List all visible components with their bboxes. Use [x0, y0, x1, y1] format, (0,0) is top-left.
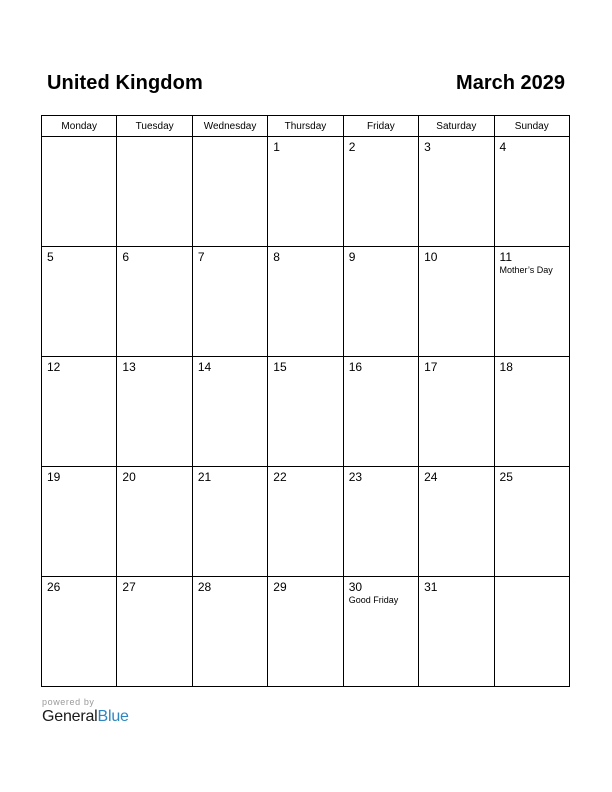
day-cell [343, 137, 418, 247]
day-cell [419, 137, 494, 247]
day-number: 20 [122, 470, 136, 484]
weekday-saturday: Saturday [419, 116, 494, 137]
day-number: 25 [499, 470, 513, 484]
day-number: 21 [197, 470, 212, 484]
day-number [42, 137, 116, 141]
day-cell [419, 357, 494, 467]
day-number: 23 [348, 470, 363, 484]
day-number: 2 [348, 140, 356, 154]
day-cell [343, 467, 418, 577]
day-number: 26 [47, 580, 61, 594]
day-cell [42, 577, 117, 687]
day-cell [192, 247, 267, 357]
day-number: 4 [499, 140, 507, 154]
day-cell [268, 247, 343, 357]
day-number [495, 577, 569, 581]
day-number: 27 [122, 580, 136, 594]
day-cell [494, 577, 569, 687]
day-cell [42, 137, 117, 247]
day-number: 19 [47, 470, 61, 484]
country-title: United Kingdom [47, 72, 203, 94]
day-number: 30 [348, 580, 363, 594]
day-number: 8 [273, 250, 280, 264]
holiday-label: Good Friday [348, 595, 399, 605]
day-number: 13 [122, 360, 136, 374]
day-number: 5 [47, 250, 54, 264]
holiday-label: Mother’s Day [499, 265, 553, 275]
logo-text-general: General [42, 708, 98, 725]
day-number: 3 [424, 140, 431, 154]
day-cell [343, 577, 418, 687]
day-cell [192, 137, 267, 247]
day-cell [117, 577, 192, 687]
day-number: 31 [424, 580, 438, 594]
day-cell [343, 357, 418, 467]
day-number: 24 [424, 470, 438, 484]
day-cell [343, 247, 418, 357]
day-number: 18 [499, 360, 513, 374]
day-cell [419, 577, 494, 687]
day-cell [494, 467, 569, 577]
day-number: 1 [273, 140, 280, 154]
week-row [42, 137, 570, 247]
week-row [42, 357, 570, 467]
day-cell [494, 137, 569, 247]
day-cell [42, 247, 117, 357]
day-cell [419, 467, 494, 577]
week-row [42, 247, 570, 357]
day-number: 22 [273, 470, 287, 484]
day-number: 10 [424, 250, 438, 264]
day-cell [117, 137, 192, 247]
weekday-thursday: Thursday [268, 116, 343, 137]
day-cell [42, 357, 117, 467]
day-number: 9 [348, 250, 356, 264]
day-number [193, 137, 267, 141]
day-cell [268, 357, 343, 467]
weekday-tuesday: Tuesday [117, 116, 192, 137]
calendar-grid [41, 115, 570, 687]
day-cell [192, 577, 267, 687]
day-cell [494, 247, 569, 357]
day-number: 14 [197, 360, 212, 374]
month-title: March 2029 [456, 72, 565, 94]
week-row [42, 577, 570, 687]
weekday-friday: Friday [343, 116, 418, 137]
day-number: 11 [499, 250, 512, 264]
week-row [42, 467, 570, 577]
day-cell [494, 357, 569, 467]
generalblue-logo[interactable] [42, 708, 129, 726]
logo-text-blue: Blue [97, 708, 129, 725]
day-cell [268, 137, 343, 247]
day-number: 17 [424, 360, 438, 374]
weekday-monday: Monday [42, 116, 117, 137]
day-cell [192, 467, 267, 577]
day-cell [419, 247, 494, 357]
weekday-header-row [42, 116, 570, 137]
weekday-wednesday: Wednesday [192, 116, 267, 137]
day-cell [268, 577, 343, 687]
day-cell [42, 467, 117, 577]
day-number: 29 [273, 580, 287, 594]
day-number: 28 [197, 580, 212, 594]
day-number [117, 137, 191, 141]
day-cell [117, 467, 192, 577]
day-number: 7 [197, 250, 205, 264]
powered-by-label: powered by [42, 697, 95, 707]
day-number: 6 [122, 250, 130, 264]
day-cell [268, 467, 343, 577]
day-cell [192, 357, 267, 467]
weekday-sunday: Sunday [494, 116, 569, 137]
day-number: 12 [47, 360, 61, 374]
day-number: 16 [348, 360, 363, 374]
day-cell [117, 247, 192, 357]
day-cell [117, 357, 192, 467]
day-number: 15 [273, 360, 287, 374]
